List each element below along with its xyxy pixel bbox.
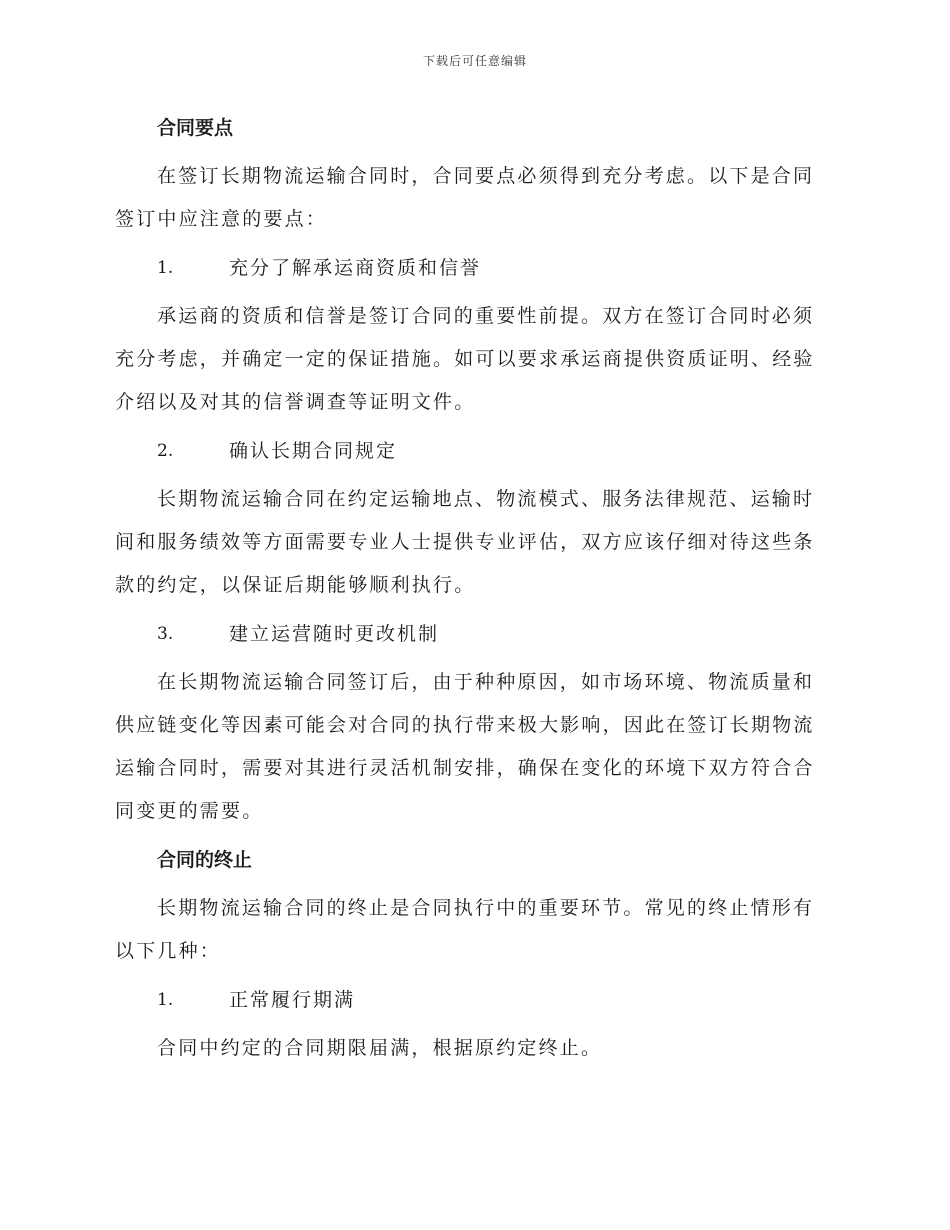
list-item-number: 1. [157,990,174,1010]
list-item-body: 合同中约定的合同期限届满，根据原约定终止。 [157,1037,603,1059]
list-item-number: 3. [157,624,174,644]
list-item-body: 在长期物流运输合同签订后，由于种种原因，如市场环境、物流质量和供应链变化等因素可能会对合同的执行带来极大影响，因此在签订长期物流运输合同时，需要对其进行灵活机制安排，确保在变化的环境下双方符合合同变更的需要。 [115,671,815,822]
list-item-title [115,428,835,474]
list-item-text: 正常履行期满 [229,989,356,1011]
section-heading: 合同要点 [157,117,234,139]
list-item-number: 1. [157,258,174,278]
section-heading: 合同的终止 [157,849,253,871]
list-item-body: 长期物流运输合同在约定运输地点、物流模式、服务法律规范、运输时间和服务绩效等方面需要专业人士提供专业评估，双方应该仔细对待这些条款的约定，以保证后期能够顺利执行。 [115,488,815,596]
list-item-number: 2. [157,441,174,461]
list-item-text: 充分了解承运商资质和信誉 [229,257,482,279]
list-item-text: 建立运营随时更改机制 [229,623,440,645]
document-body [115,105,835,1070]
list-item-title [115,977,835,1023]
list-item-body: 承运商的资质和信誉是签订合同的重要性前提。双方在签订合同时必须充分考虑，并确定一定的保证措施。如可以要求承运商提供资质证明、经验介绍以及对其的信誉调查等证明文件。 [115,305,815,413]
section-intro: 长期物流运输合同的终止是合同执行中的重要环节。常见的终止情形有以下几种： [115,897,815,962]
page-header: 下载后可任意编辑 [422,54,527,68]
section-intro: 在签订长期物流运输合同时，合同要点必须得到充分考虑。以下是合同签订中应注意的要点： [115,165,815,230]
list-item-title [115,245,835,291]
list-item-text: 确认长期合同规定 [229,440,398,462]
list-item-title [115,611,835,657]
